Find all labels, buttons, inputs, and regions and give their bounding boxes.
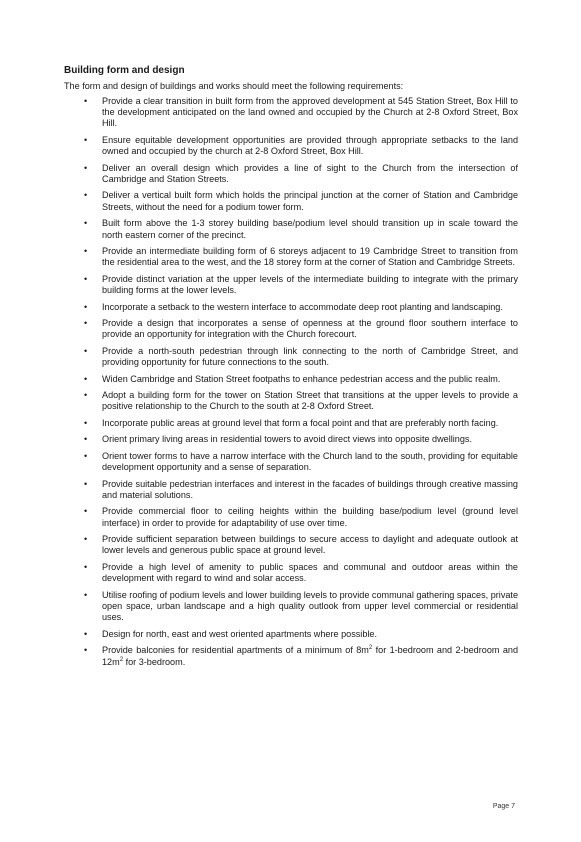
bullet-icon: • bbox=[84, 162, 88, 173]
bullet-icon: • bbox=[84, 373, 88, 384]
intro-paragraph: The form and design of buildings and works should meet the following requirements: bbox=[64, 81, 404, 91]
bullet-icon: • bbox=[84, 273, 88, 284]
page-number: Page 7 bbox=[492, 803, 515, 810]
requirement-text: Provide sufficient separation between buildings to secure access to daylight and adequate outlook at lower levels and generous public space at ground level. bbox=[102, 534, 518, 556]
requirement-text: Provide a north-south pedestrian through link connecting to the north of Cambridge Street, and providing opportunity for future connections to the south. bbox=[102, 345, 518, 368]
list-item bbox=[64, 246, 518, 269]
bullet-icon: • bbox=[84, 478, 88, 489]
list-item bbox=[64, 434, 518, 445]
list-item bbox=[64, 451, 518, 474]
bullet-icon: • bbox=[84, 390, 88, 401]
bullet-icon: • bbox=[84, 345, 88, 356]
list-item bbox=[64, 418, 518, 429]
requirement-text: Orient primary living areas in residential towers to avoid direct views into opposite dwellings. bbox=[102, 434, 472, 445]
bullet-icon: • bbox=[84, 589, 88, 600]
requirement-text: Ensure equitable development opportunities are provided through appropriate setbacks to the land owned and occupied by the church at 2-8 Oxford Street, Box Hill. bbox=[102, 134, 518, 157]
requirement-text: Utilise roofing of podium levels and lower building levels to provide communal gathering spaces, private open space, urban landscape and a high quality outlook from upper level commercial or residential uses. bbox=[102, 589, 519, 623]
requirements-list bbox=[64, 96, 518, 668]
requirement-text: Built form above the 1-3 storey building base/podium level should transition up in scale toward the north eastern corner of the precinct. bbox=[102, 218, 518, 240]
bullet-icon: • bbox=[84, 318, 88, 329]
requirement-text: Provide a high level of amenity to public spaces and communal and outdoor areas within the development with regard to wind and solar access. bbox=[102, 561, 518, 584]
bullet-icon: • bbox=[84, 506, 88, 517]
bullet-icon: • bbox=[84, 417, 88, 428]
list-item bbox=[64, 318, 518, 341]
bullet-icon: • bbox=[84, 534, 88, 545]
requirement-text: Widen Cambridge and Station Street footpaths to enhance pedestrian access and the public realm. bbox=[102, 373, 501, 384]
list-item bbox=[64, 163, 518, 186]
requirement-text: Deliver a vertical built form which holds the principal junction at the corner of Station and Cambridge Streets, without the need for a podium tower form. bbox=[102, 190, 518, 212]
list-item bbox=[64, 302, 518, 313]
requirement-text: Provide distinct variation at the upper levels of the intermediate building to integrate with the primary building forms at the lower levels. bbox=[102, 273, 518, 296]
bullet-icon: • bbox=[84, 246, 88, 256]
bullet-icon: • bbox=[84, 561, 88, 572]
requirement-text: Provide suitable pedestrian interfaces and interest in the facades of buildings through creative massing and material solutions. bbox=[102, 478, 518, 500]
list-item bbox=[64, 96, 518, 130]
list-item bbox=[64, 274, 518, 297]
list-item bbox=[64, 534, 518, 557]
bullet-icon: • bbox=[84, 301, 88, 312]
requirement-text: Provide commercial floor to ceiling heights within the building base/podium level (ground level interface) in order to provide for adaptability of use over time. bbox=[102, 506, 518, 528]
list-item bbox=[64, 374, 518, 385]
list-item bbox=[64, 562, 518, 585]
requirement-text: Orient tower forms to have a narrow interface with the Church land to the south, providing for equitable development opportunity and a sense of separation. bbox=[102, 450, 518, 473]
list-item bbox=[64, 346, 518, 369]
bullet-icon: • bbox=[84, 190, 88, 201]
requirement-text: Incorporate public areas at ground level that form a focal point and that are preferably north facing. bbox=[102, 417, 499, 428]
bullet-icon: • bbox=[84, 628, 88, 639]
list-item bbox=[64, 190, 518, 213]
bullet-icon: • bbox=[84, 434, 88, 445]
requirement-text: Provide an intermediate building form of 6 storeys adjacent to 19 Cambridge Street to transition from the residential area to the west, and the 18 storey form at the corner of Station and Cambridge Streets. bbox=[102, 246, 518, 268]
list-item bbox=[64, 218, 518, 241]
bullet-icon: • bbox=[84, 134, 88, 145]
requirement-text: Incorporate a setback to the western interface to accommodate deep root planting and landscaping. bbox=[102, 301, 503, 312]
list-item bbox=[64, 506, 518, 529]
requirement-text: Design for north, east and west oriented apartments where possible. bbox=[102, 628, 377, 639]
list-item bbox=[64, 479, 518, 502]
list-item bbox=[64, 645, 518, 668]
bullet-icon: • bbox=[84, 95, 88, 106]
requirement-text: Adopt a building form for the tower on Station Street that transitions at the upper levels to provide a positive relationship to the Church to the south at 2-8 Oxford Street. bbox=[102, 390, 518, 412]
requirement-text: Provide a clear transition in built form from the approved development at 545 Station Street, Box Hill to the development anticipated on the land owned and occupied by the Church at 2-8 Oxford Street, Box Hill. bbox=[102, 95, 518, 129]
bullet-icon: • bbox=[84, 450, 88, 461]
requirement-text: Provide a design that incorporates a sense of openness at the ground floor southern interface to provide an opportunity for integration with the Church forecourt. bbox=[102, 318, 518, 340]
list-item bbox=[64, 390, 518, 413]
page-content bbox=[64, 64, 518, 673]
requirement-text: Provide balconies for residential apartments of a minimum of $8m^2$ for 1-bedroom and 2-bedroom and $12m^2$ for 3-bedroom. bbox=[102, 645, 518, 667]
list-item bbox=[64, 629, 518, 640]
list-item bbox=[64, 590, 518, 624]
requirement-text: Deliver an overall design which provides a line of sight to the Church from the intersection of Cambridge and Station Streets. bbox=[102, 162, 518, 184]
bullet-icon: • bbox=[84, 218, 88, 229]
list-item bbox=[64, 135, 518, 158]
bullet-icon: • bbox=[84, 645, 88, 656]
section-heading: Building form and design bbox=[64, 65, 185, 76]
